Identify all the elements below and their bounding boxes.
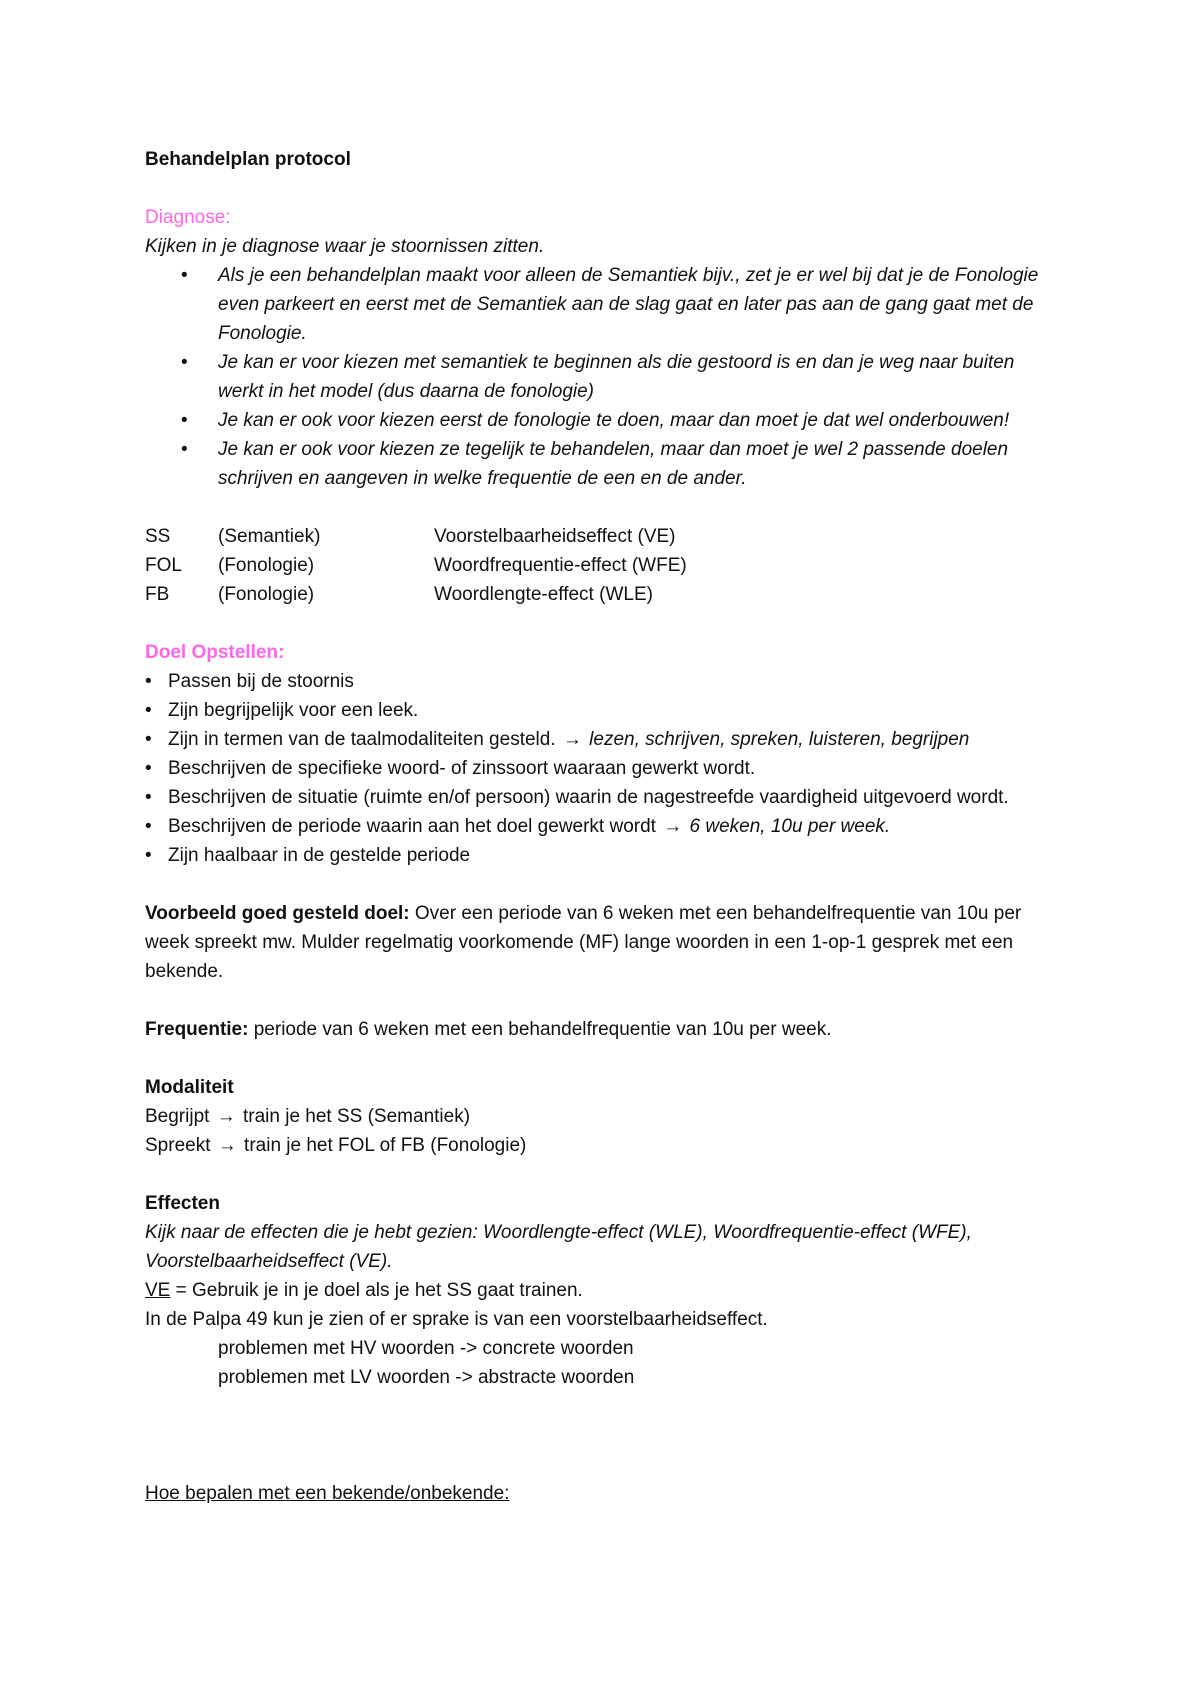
list-item: • Als je een behandelplan maakt voor alleen de Semantiek bijv., zet je er wel bij dat je de Fonologie even parkeert en eerst met de Semantiek aan de slag gaat en later pas aan de gang gaat met de Fonologie.	[145, 261, 1065, 348]
bullet-icon: •	[145, 816, 152, 837]
document-title: Behandelplan protocol	[145, 149, 351, 170]
list-item: • Beschrijven de situatie (ruimte en/of persoon) waarin de nagestreefde vaardigheid uitgevoerd wordt.	[145, 783, 1065, 812]
indented-line: problemen met HV woorden -> concrete woorden	[218, 1338, 634, 1359]
bullet-icon: •	[145, 700, 152, 721]
ve-line	[145, 1276, 1065, 1305]
table-cell-effect: Voorstelbaarheidseffect (VE)	[434, 526, 676, 547]
ve-text: = Gebruik je in je doel als je het SS gaat trainen.	[170, 1280, 583, 1301]
table-cell-domain: (Semantiek)	[218, 526, 321, 547]
list-item: • Passen bij de stoornis	[145, 667, 1065, 696]
bullet-icon: •	[181, 410, 188, 431]
table-cell-effect: Woordfrequentie-effect (WFE)	[434, 555, 687, 576]
voorbeeld-label: Voorbeeld goed gesteld doel:	[145, 903, 410, 924]
modaliteit-line: Spreekt → train je het FOL of FB (Fonologie)	[145, 1131, 1065, 1160]
list-item: • Zijn in termen van de taalmodaliteiten gesteld. → lezen, schrijven, spreken, luisteren, begrijpen	[145, 725, 1065, 754]
modaliteit-line: Begrijpt → train je het SS (Semantiek)	[145, 1102, 1065, 1131]
modaliteit-heading: Modaliteit	[145, 1077, 234, 1098]
frequentie-label: Frequentie:	[145, 1019, 249, 1040]
doel-heading: Doel Opstellen:	[145, 642, 285, 663]
diagnose-intro: Kijken in je diagnose waar je stoornissen zitten.	[145, 236, 545, 257]
diagnose-bullet-list	[145, 261, 1065, 493]
list-item: • Zijn begrijpelijk voor een leek.	[145, 696, 1065, 725]
table-row	[145, 522, 1065, 551]
table-cell-code: SS	[145, 526, 171, 547]
arrow-right-icon: →	[663, 816, 683, 837]
list-item: • Je kan er ook voor kiezen eerst de fonologie te doen, maar dan moet je dat wel onderbouwen!	[145, 406, 1065, 435]
voorbeeld-paragraph	[145, 899, 1065, 986]
effects-table	[145, 522, 1065, 609]
arrow-right-icon: →	[216, 1106, 236, 1127]
table-cell-domain: (Fonologie)	[218, 555, 315, 576]
table-cell-code: FOL	[145, 555, 182, 576]
table-row	[145, 580, 1065, 609]
table-cell-code: FB	[145, 584, 170, 605]
palpa-line: In de Palpa 49 kun je zien of er sprake is van een voorstelbaarheidseffect.	[145, 1309, 768, 1330]
frequentie-paragraph	[145, 1015, 1065, 1044]
ve-label: VE	[145, 1280, 171, 1301]
document-content	[145, 145, 1065, 1508]
bullet-icon: •	[181, 439, 188, 460]
list-item: • Beschrijven de specifieke woord- of zinssoort waaraan gewerkt wordt.	[145, 754, 1065, 783]
arrow-right-icon: →	[217, 1135, 237, 1156]
effecten-intro: Kijk naar de effecten die je hebt gezien: Woordlengte-effect (WLE), Woordfrequentie-effect (WFE), Voorstelbaarheidseffect (VE).	[145, 1222, 972, 1272]
table-cell-effect: Woordlengte-effect (WLE)	[434, 584, 653, 605]
bullet-icon: •	[145, 787, 152, 808]
bullet-icon: •	[145, 729, 152, 750]
list-item: • Zijn haalbaar in de gestelde periode	[145, 841, 1065, 870]
bullet-icon: •	[181, 352, 188, 373]
arrow-detail: lezen, schrijven, spreken, luisteren, begrijpen	[589, 729, 970, 750]
effecten-heading: Effecten	[145, 1193, 220, 1214]
bullet-icon: •	[181, 265, 188, 286]
table-cell-domain: (Fonologie)	[218, 584, 315, 605]
doel-bullet-list	[145, 667, 1065, 870]
bullet-icon: •	[145, 758, 152, 779]
table-row	[145, 551, 1065, 580]
bullet-icon: •	[145, 845, 152, 866]
list-item: • Je kan er voor kiezen met semantiek te beginnen als die gestoord is en dan je weg naar buiten werkt in het model (dus daarna de fonologie)	[145, 348, 1065, 406]
list-item: • Je kan er ook voor kiezen ze tegelijk te behandelen, maar dan moet je wel 2 passende doelen schrijven en aangeven in welke frequentie de een en de ander.	[145, 435, 1065, 493]
bullet-icon: •	[145, 671, 152, 692]
diagnose-heading: Diagnose:	[145, 207, 231, 228]
list-item: • Beschrijven de periode waarin aan het doel gewerkt wordt → 6 weken, 10u per week.	[145, 812, 1065, 841]
arrow-detail: 6 weken, 10u per week.	[689, 816, 891, 837]
frequentie-text: periode van 6 weken met een behandelfrequentie van 10u per week.	[253, 1019, 832, 1040]
arrow-right-icon: →	[562, 729, 582, 750]
indented-line: problemen met LV woorden -> abstracte woorden	[218, 1367, 635, 1388]
voorbeeld-text: Over een periode van 6 weken met een behandelfrequentie van 10u per week spreekt mw. Mulder regelmatig voorkomende (MF) lange woorden in een 1-op-1 gesprek met een bekende.	[145, 903, 1022, 982]
bekende-onbekende-heading: Hoe bepalen met een bekende/onbekende:	[145, 1483, 510, 1504]
